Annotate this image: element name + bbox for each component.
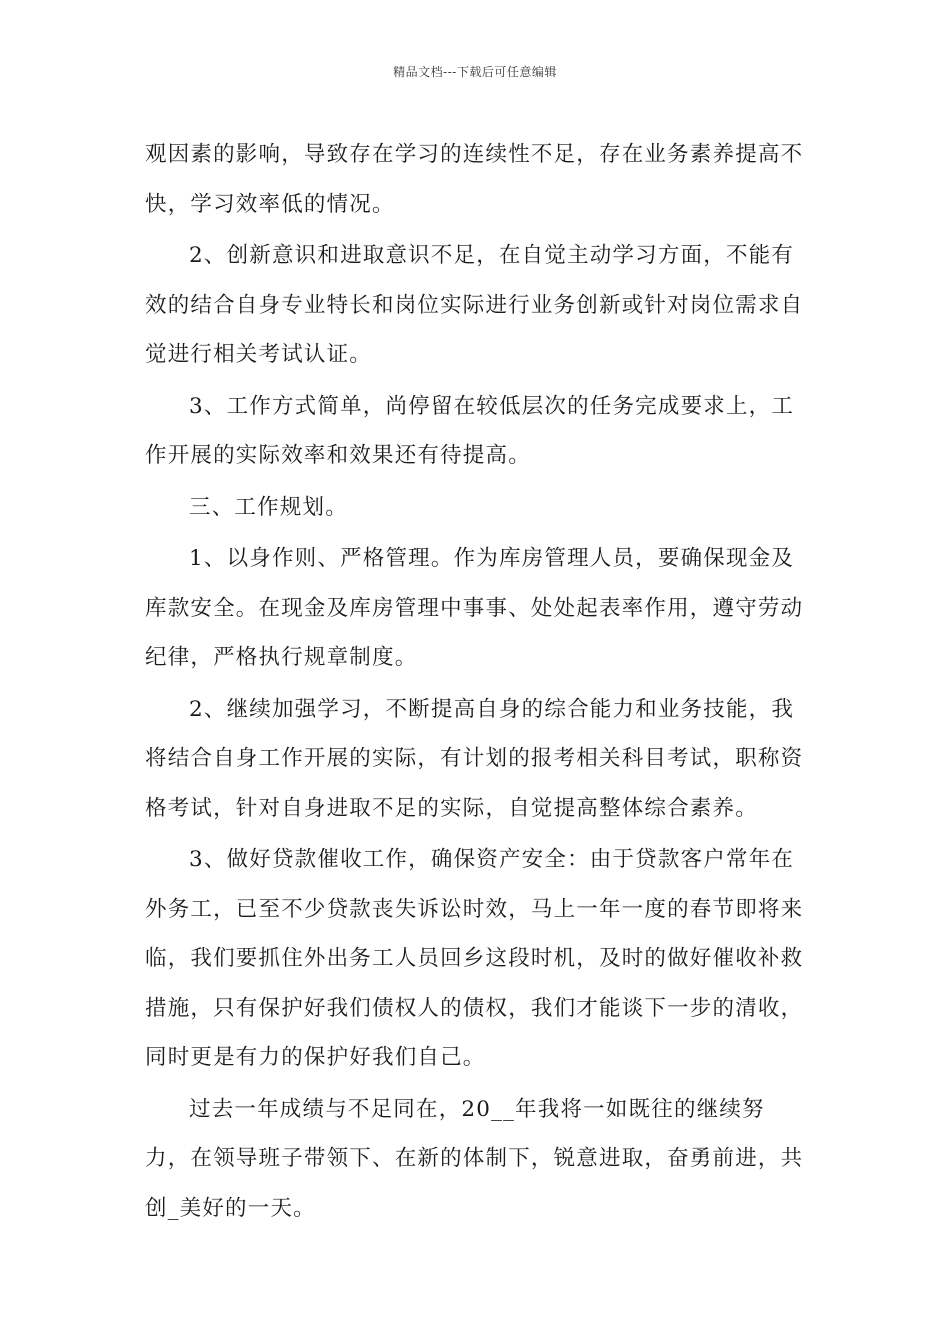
paragraph-conclusion: 过去一年成绩与不足同在，20__年我将一如既往的继续努力，在领导班子带领下、在新的体制下，锐意进取，奋勇前进，共创_美好的一天。 [145,1096,804,1221]
paragraph-plan-1-management: 1、以身作则、严格管理。作为库房管理人员，要确保现金及库款安全。在现金及库房管理中事事、处处起表率作用，遵守劳动纪律，严格执行规章制度。 [145,546,804,670]
paragraph-item-3-work-method: 3、工作方式简单，尚停留在较低层次的任务完成要求上，工作开展的实际效率和效果还有待提高。 [145,393,795,468]
paragraph-continuation: 观因素的影响，导致存在学习的连续性不足，存在业务素养提高不快，学习效率低的情况。 [145,142,804,217]
section-heading-work-plan: 三、工作规划。 [189,494,348,520]
paragraph-plan-3-loan-collection: 3、做好贷款催收工作，确保资产安全：由于贷款客户常年在外务工，已至不少贷款丧失诉讼时效，马上一年一度的春节即将来临，我们要抓住外出务工人员回乡这段时机，及时的做好催收补救措施，只有保护好我们债权人的债权，我们才能谈下一步的清收，同时更是有力的保护好我们自己。 [145,847,804,1070]
document-body [145,130,810,1235]
paragraph-item-2-innovation: 2、创新意识和进取意识不足，在自觉主动学习方面，不能有效的结合自身专业特长和岗位实际进行业务创新或针对岗位需求自觉进行相关考试认证。 [145,243,804,367]
paragraph-plan-2-learning: 2、继续加强学习，不断提高自身的综合能力和业务技能，我将结合自身工作开展的实际，有计划的报考相关科目考试，职称资格考试，针对自身进取不足的实际，自觉提高整体综合素养。 [145,696,804,821]
page-header: 精品文档---下载后可任意编辑 [393,65,557,79]
